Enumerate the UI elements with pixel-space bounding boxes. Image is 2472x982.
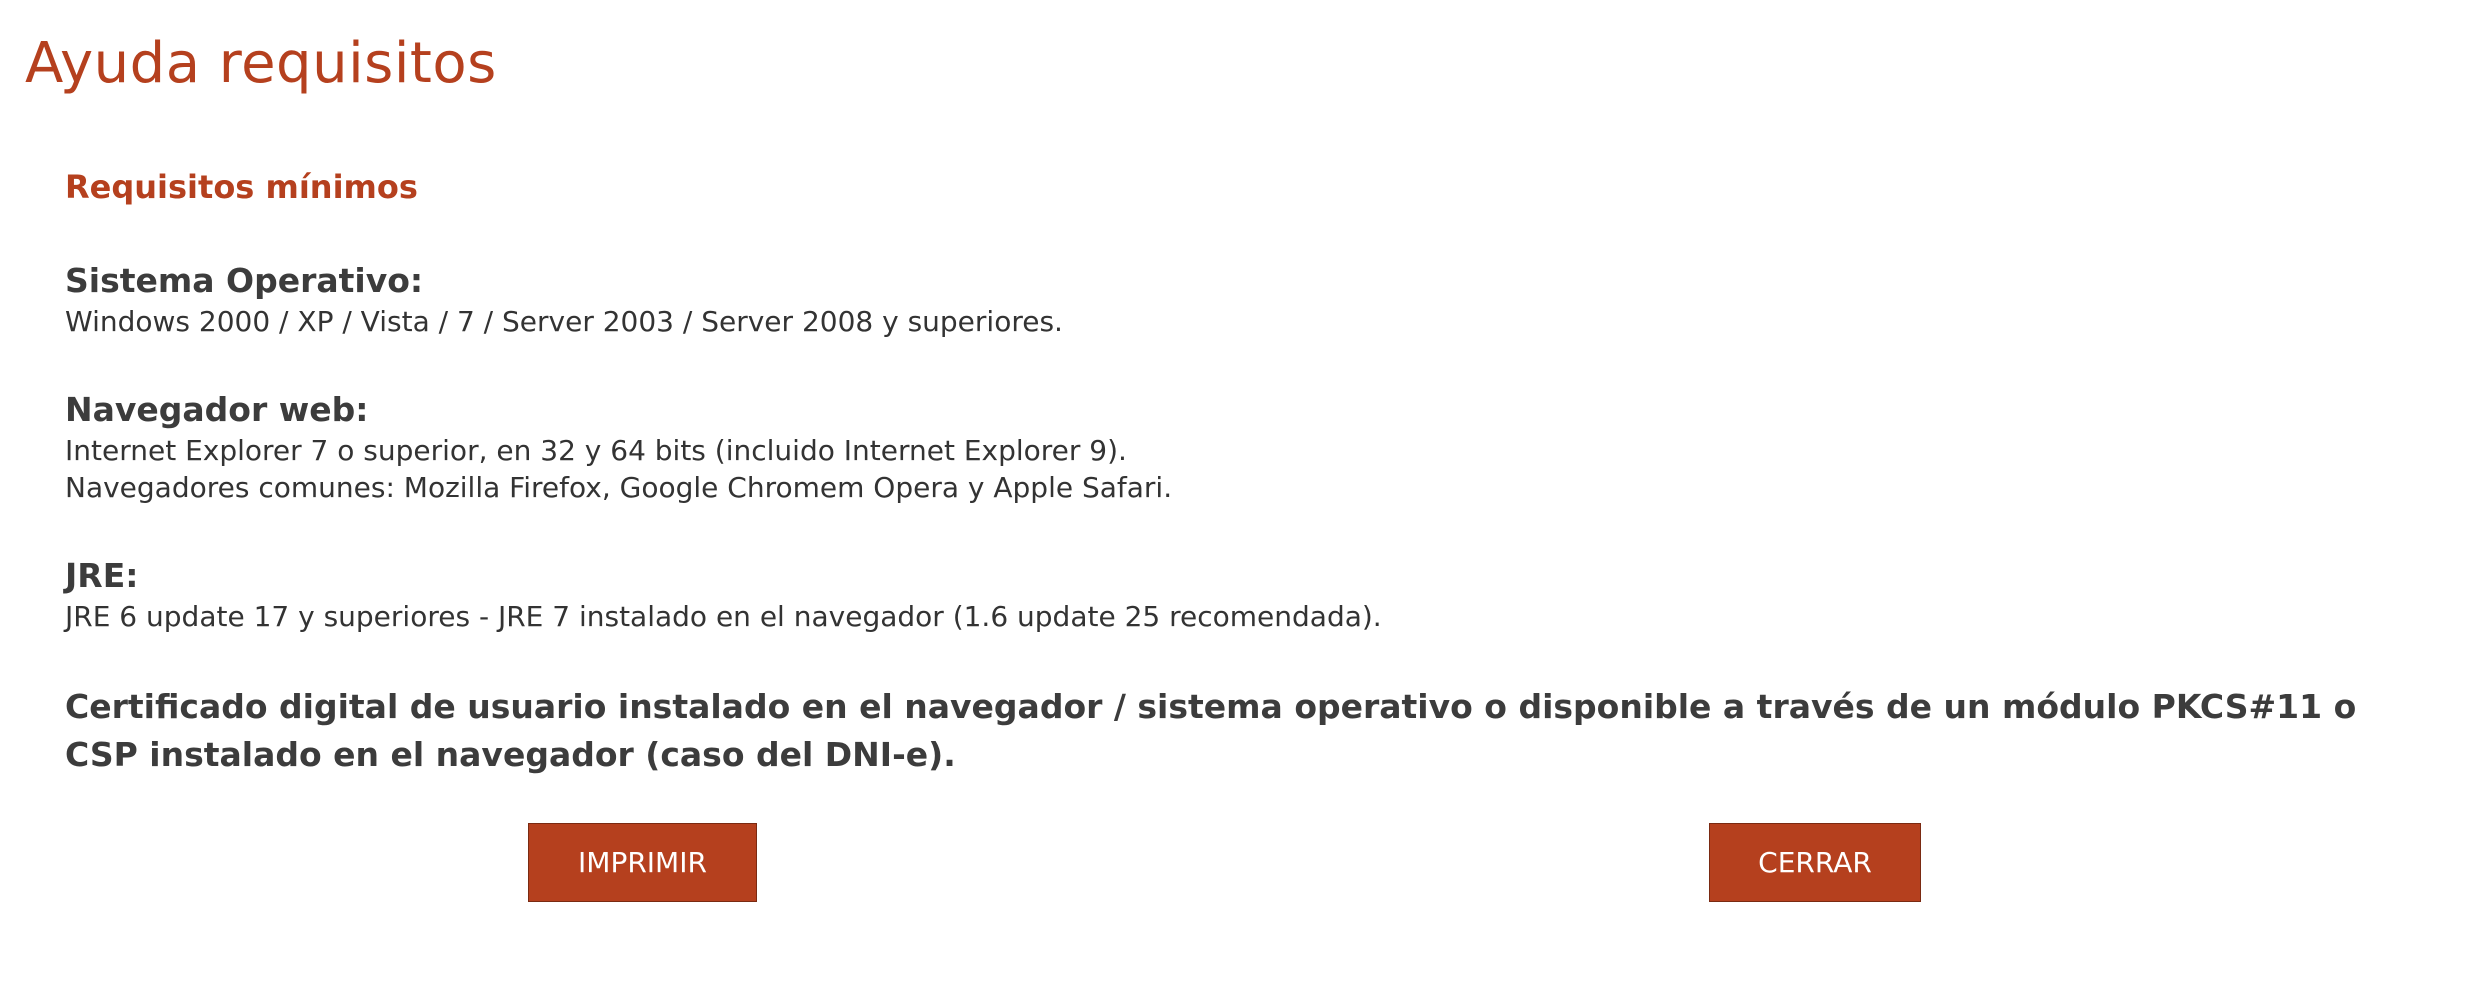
jre-text: JRE 6 update 17 y superiores - JRE 7 instalado en el navegador (1.6 update 25 recomendada). bbox=[65, 600, 1382, 633]
browser-text-2: Navegadores comunes: Mozilla Firefox, Google Chromem Opera y Apple Safari. bbox=[65, 471, 1173, 504]
browser-text-1: Internet Explorer 7 o superior, en 32 y 64 bits (incluido Internet Explorer 9). bbox=[65, 434, 1127, 467]
os-requirement bbox=[65, 259, 2435, 340]
os-heading: Sistema Operativo: bbox=[65, 261, 424, 300]
print-button[interactable]: IMPRIMIR bbox=[528, 823, 757, 902]
os-text: Windows 2000 / XP / Vista / 7 / Server 2003 / Server 2008 y superiores. bbox=[65, 305, 1063, 338]
certificate-note: Certificado digital de usuario instalado en el navegador / sistema operativo o disponible a través de un módulo PKCS#11 o CSP instalado en el navegador (caso del DNI-e). bbox=[65, 687, 2357, 774]
jre-heading: JRE: bbox=[65, 556, 139, 595]
browser-heading: Navegador web: bbox=[65, 390, 369, 429]
close-button[interactable]: CERRAR bbox=[1709, 823, 1921, 902]
requirements-content bbox=[65, 165, 2435, 779]
browser-requirement bbox=[65, 388, 2435, 506]
jre-requirement bbox=[65, 554, 2435, 635]
section-title: Requisitos mínimos bbox=[65, 168, 418, 206]
page-title: Ayuda requisitos bbox=[25, 31, 497, 96]
